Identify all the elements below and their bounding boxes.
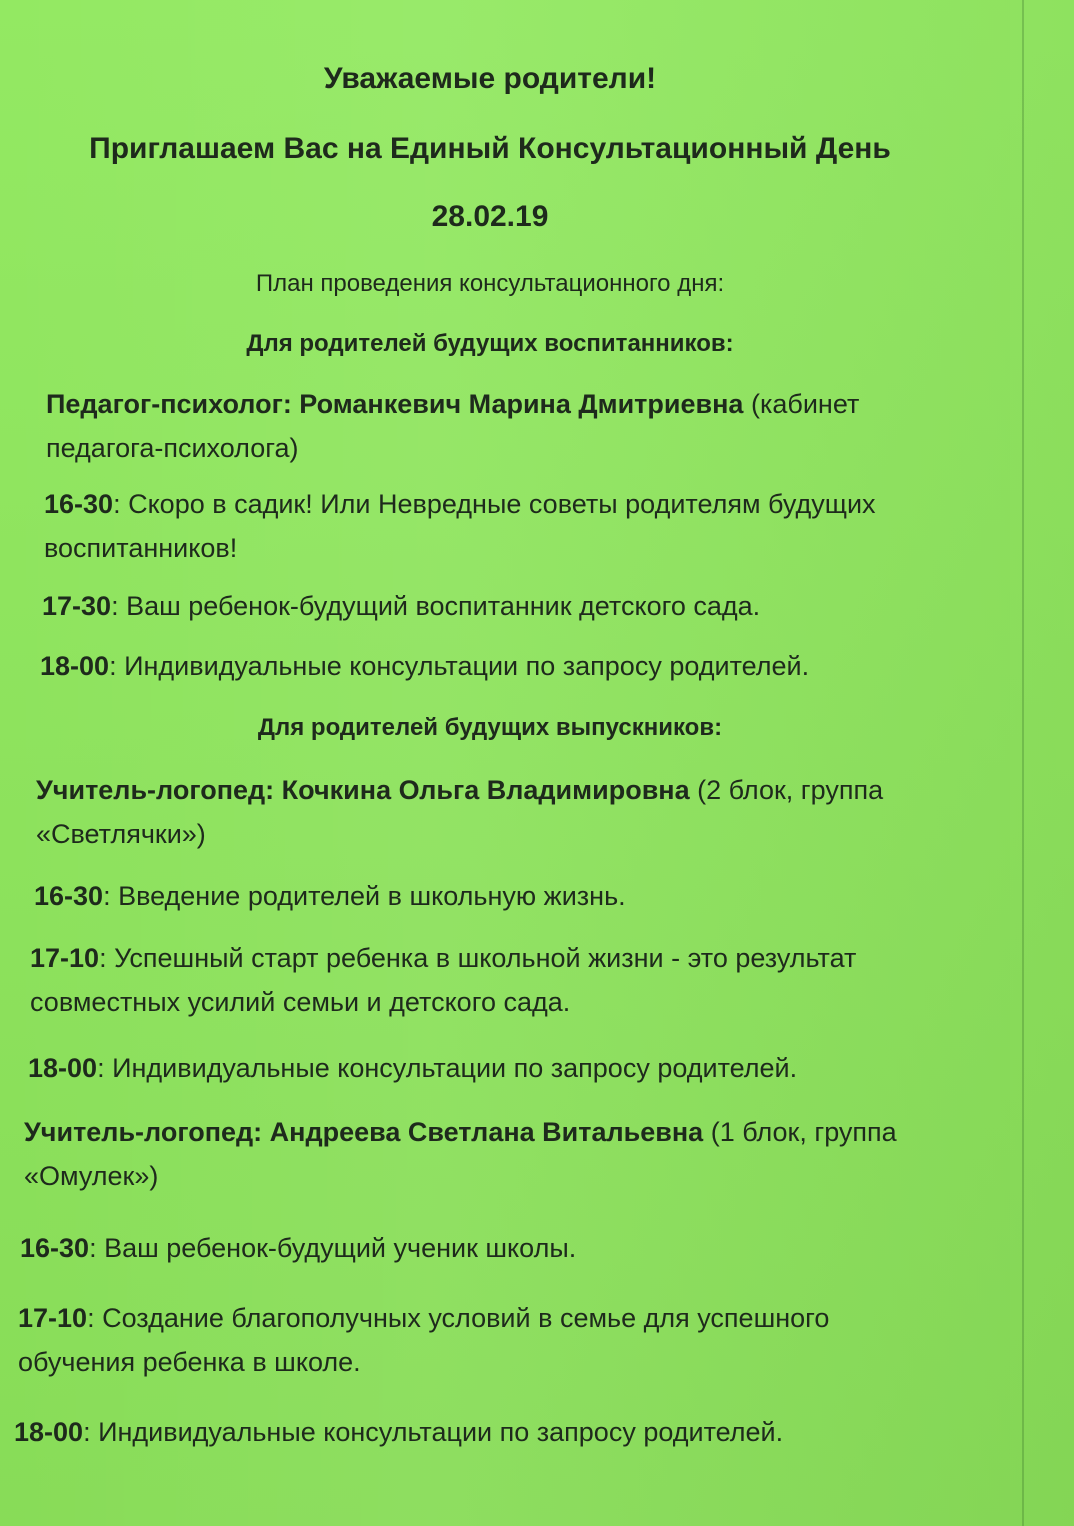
schedule-time: 16-30 — [44, 489, 114, 519]
specialist-location: (1 блок, группа «Омулек») — [24, 1117, 897, 1191]
schedule-item — [18, 1296, 898, 1384]
specialist-name: Педагог-психолог: Романкевич Марина Дмитриевна — [46, 389, 744, 419]
schedule-item — [34, 874, 914, 918]
schedule-time: 18-00 — [28, 1053, 98, 1083]
schedule-time: 17-10 — [30, 943, 100, 973]
event-date: 28.02.19 — [431, 200, 549, 233]
section-heading-future-pupils: Для родителей будущих воспитанников: — [246, 330, 734, 357]
specialist-speech-therapist-1 — [36, 768, 916, 856]
schedule-item — [30, 936, 910, 1024]
schedule-text: : Создание благополучных условий в семье для успешного обучения ребенка в школе. — [18, 1303, 830, 1377]
schedule-time: 16-30 — [20, 1233, 90, 1263]
specialist-psychologist — [46, 382, 926, 470]
specialist-location: (кабинет педагога-психолога) — [46, 389, 860, 463]
schedule-item — [42, 584, 922, 628]
schedule-text: : Ваш ребенок-будущий ученик школы. — [89, 1233, 577, 1263]
schedule-item — [40, 644, 920, 688]
invitation-title: Приглашаем Вас на Единый Консультационный День — [89, 132, 891, 165]
greeting-title: Уважаемые родители! — [323, 62, 657, 95]
schedule-time: 17-10 — [18, 1303, 88, 1333]
schedule-time: 17-30 — [42, 591, 112, 621]
paper-fold-line — [1022, 0, 1024, 1526]
specialist-name: Учитель-логопед: Кочкина Ольга Владимировна — [36, 775, 690, 805]
schedule-text: : Индивидуальные консультации по запросу родителей. — [109, 651, 810, 681]
specialist-location: (2 блок, группа «Светлячки») — [36, 775, 884, 849]
schedule-text: : Ваш ребенок-будущий воспитанник детского сада. — [111, 591, 761, 621]
schedule-item — [28, 1046, 908, 1090]
schedule-text: : Успешный старт ребенка в школьной жизни - это результат совместных усилий семьи и детского сада. — [30, 943, 857, 1017]
schedule-item — [44, 482, 924, 570]
specialist-name: Учитель-логопед: Андреева Светлана Витальевна — [24, 1117, 704, 1147]
schedule-text: : Скоро в садик! Или Невредные советы родителям будущих воспитанников! — [44, 489, 876, 563]
schedule-text: : Индивидуальные консультации по запросу родителей. — [97, 1053, 798, 1083]
section-heading-future-graduates: Для родителей будущих выпускников: — [257, 714, 723, 741]
specialist-speech-therapist-2 — [24, 1110, 904, 1198]
schedule-time: 16-30 — [34, 881, 104, 911]
schedule-time: 18-00 — [40, 651, 110, 681]
schedule-text: : Введение родителей в школьную жизнь. — [103, 881, 626, 911]
schedule-item — [20, 1226, 900, 1270]
schedule-item — [14, 1410, 894, 1454]
schedule-text: : Индивидуальные консультации по запросу родителей. — [83, 1417, 784, 1447]
plan-title: План проведения консультационного дня: — [255, 270, 725, 297]
schedule-time: 18-00 — [14, 1417, 84, 1447]
